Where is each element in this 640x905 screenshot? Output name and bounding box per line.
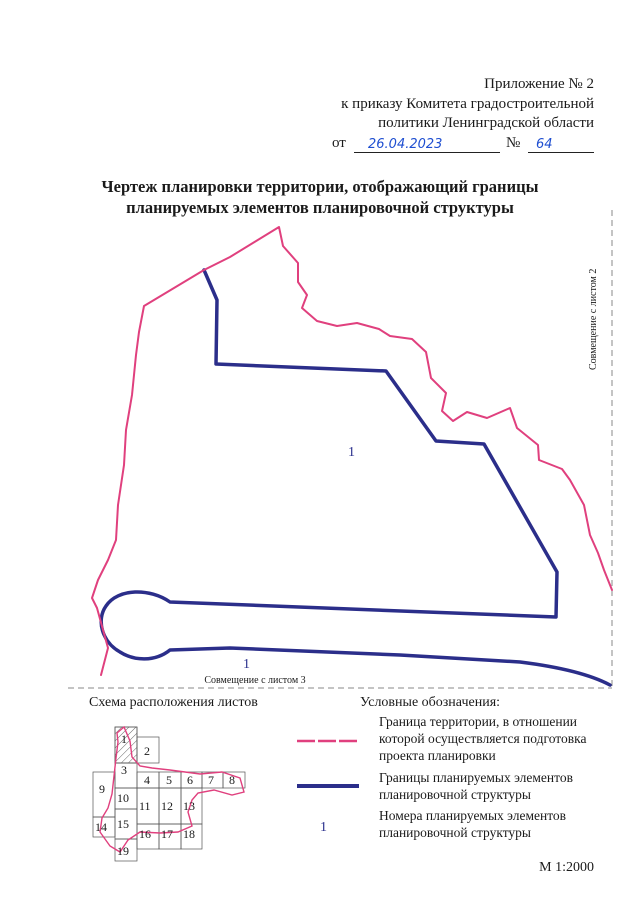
number-label: № bbox=[506, 135, 521, 151]
sheet-number-1: 1 bbox=[121, 732, 127, 746]
legend-title: Условные обозначения: bbox=[360, 695, 501, 710]
map-scale: М 1:2000 bbox=[539, 860, 594, 875]
legend-item-numbers: Номера планируемых элементов планировочной структуры bbox=[379, 808, 567, 840]
sheet-number-11: 11 bbox=[139, 799, 151, 813]
legend-item-territory: Граница территории, в отношении которой осуществляется подготовка проекта планировки bbox=[379, 714, 587, 763]
join-label-bottom: Совмещение с листом 3 bbox=[204, 675, 306, 686]
appendix-number: Приложение № 2 bbox=[484, 76, 594, 92]
sheet-number-14: 14 bbox=[95, 820, 107, 834]
legend-item-elements: Границы планируемых элементов планировочной структуры bbox=[379, 770, 573, 802]
drawing-title-line1: Чертеж планировки территории, отображающий границы bbox=[101, 177, 539, 196]
sheet-number-3: 3 bbox=[121, 763, 127, 777]
sheet-number-4: 4 bbox=[144, 773, 150, 787]
order-reference-line1: к приказу Комитета градостроительной bbox=[341, 96, 594, 112]
sheet-number-6: 6 bbox=[187, 773, 193, 787]
sheet-number-7: 7 bbox=[208, 773, 214, 787]
sheet-number-16: 16 bbox=[139, 827, 151, 841]
sheet-number-12: 12 bbox=[161, 799, 173, 813]
planned-element-boundary bbox=[101, 270, 610, 685]
sheet-number-17: 17 bbox=[161, 827, 173, 841]
sheet-scheme-title: Схема расположения листов bbox=[89, 695, 258, 710]
drawing-title-line2: планируемых элементов планировочной структуры bbox=[126, 198, 514, 217]
element-number-bottom: 1 bbox=[243, 657, 250, 672]
date-label: от bbox=[332, 135, 346, 151]
sheet-number-8: 8 bbox=[229, 773, 235, 787]
order-reference-line2: политики Ленинградской области bbox=[378, 115, 594, 131]
sheet-number-15: 15 bbox=[117, 817, 129, 831]
sheet-number-19: 19 bbox=[117, 844, 129, 858]
element-number-main: 1 bbox=[348, 445, 355, 460]
sheet-number-9: 9 bbox=[99, 782, 105, 796]
sheet-number-13: 13 bbox=[183, 799, 195, 813]
sheet-number-2: 2 bbox=[144, 744, 150, 758]
date-value: 26.04.2023 bbox=[368, 137, 443, 152]
sheet-number-18: 18 bbox=[183, 827, 195, 841]
legend-number-symbol: 1 bbox=[320, 820, 327, 835]
join-label-right: Совмещение с листом 2 bbox=[588, 268, 599, 370]
sheet-number-10: 10 bbox=[117, 791, 129, 805]
sheet-number-5: 5 bbox=[166, 773, 172, 787]
number-value: 64 bbox=[536, 137, 553, 152]
